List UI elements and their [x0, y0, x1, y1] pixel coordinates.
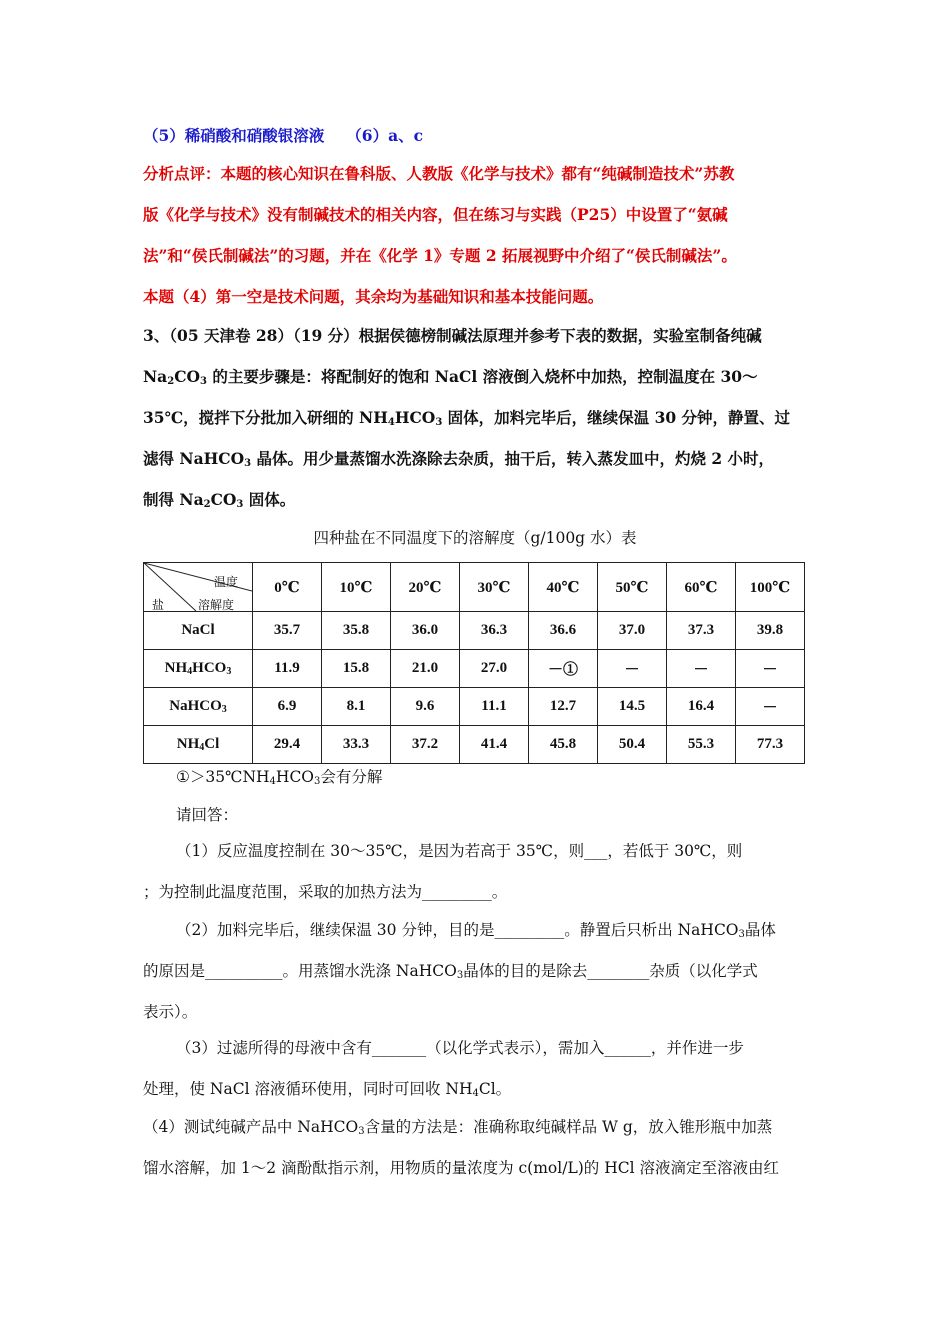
- table-row: [144, 650, 805, 688]
- question-3-line-3: 35℃，搅拌下分批加入研细的 $NH_4HCO_3$ 固体，加料完毕后，继续保温 30 分钟，静置、过: [143, 408, 791, 428]
- value-cell: 6.9: [253, 688, 322, 726]
- value-cell: 55.3: [667, 726, 736, 764]
- value-cell: 36.0: [391, 612, 460, 650]
- value-cell: 41.4: [460, 726, 529, 764]
- temp-header: 40℃: [529, 563, 598, 612]
- value-cell: 9.6: [391, 688, 460, 726]
- answer-line: [143, 126, 423, 146]
- answer-prompt: 请回答：: [176, 806, 239, 824]
- temp-header: 100℃: [736, 563, 805, 612]
- value-cell: 37.0: [598, 612, 667, 650]
- value-cell: 35.7: [253, 612, 322, 650]
- table-caption: 四种盐在不同温度下的溶解度（g/100g 水）表: [313, 529, 637, 547]
- question-3-line-2: $Na_2CO_3$ 的主要步骤是：将配制好的饱和 NaCl 溶液倒入烧杯中加热，控制温度在 30～: [143, 367, 758, 387]
- value-cell: －: [736, 688, 805, 726]
- value-cell: 39.8: [736, 612, 805, 650]
- value-cell: 77.3: [736, 726, 805, 764]
- question-3-line-5: 制得 $Na_2CO_3$ 固体。: [143, 490, 296, 510]
- value-cell: 12.7: [529, 688, 598, 726]
- value-cell: －: [736, 650, 805, 688]
- value-cell: 35.8: [322, 612, 391, 650]
- table-row: [144, 688, 805, 726]
- salt-name-cell: $NH_4HCO_3$: [144, 650, 253, 688]
- analysis-line-1: 分析点评：本题的核心知识在鲁科版、人教版《化学与技术》都有“纯碱制造技术”苏教: [143, 164, 735, 183]
- value-cell: 37.3: [667, 612, 736, 650]
- temp-header: 20℃: [391, 563, 460, 612]
- temp-header: 10℃: [322, 563, 391, 612]
- value-cell: －①: [529, 650, 598, 688]
- subquestion-1-line-1: （1）反应温度控制在 30～35℃，是因为若高于 35℃，则___，若低于 30℃，则: [176, 842, 743, 860]
- value-cell: 36.6: [529, 612, 598, 650]
- value-cell: 33.3: [322, 726, 391, 764]
- question-3-line-1: 3、（05 天津卷 28）（19 分）根据侯德榜制碱法原理并参考下表的数据，实验室制备纯碱: [143, 326, 762, 345]
- value-cell: －: [598, 650, 667, 688]
- value-cell: 14.5: [598, 688, 667, 726]
- value-cell: －: [667, 650, 736, 688]
- subquestion-2-line-1: （2）加料完毕后，继续保温 30 分钟，目的是_________。静置后只析出 NaHCO$_3$晶体: [176, 921, 776, 940]
- value-cell: 36.3: [460, 612, 529, 650]
- table-footnote: $①>35℃NH_4HCO_3$会有分解: [176, 768, 383, 787]
- table-corner-cell: [144, 563, 253, 612]
- subquestion-3-line-1: （3）过滤所得的母液中含有_______（以化学式表示），需加入______，并作进一步: [176, 1039, 744, 1057]
- value-cell: 37.2: [391, 726, 460, 764]
- question-3-source: 3、（05 天津卷 28）: [143, 326, 293, 345]
- temp-header: 60℃: [667, 563, 736, 612]
- question-3-line-4: 滤得 NaHCO$_3$ 晶体。用少量蒸馏水洗涤除去杂质，抽干后，转入蒸发皿中，灼烧 2 小时，: [143, 449, 775, 469]
- salt-name-cell: $NH_4Cl$: [144, 726, 253, 764]
- solubility-table: [143, 562, 805, 764]
- subquestion-2-line-2: 的原因是__________。用蒸馏水洗涤 NaHCO$_3$晶体的目的是除去________杂质（以化学式: [143, 962, 758, 981]
- analysis-line-2: 版《化学与技术》没有制碱技术的相关内容，但在练习与实践（P25）中设置了“氨碱: [143, 205, 728, 224]
- salt-name-cell: NaCl: [144, 612, 253, 650]
- subquestion-2-line-3: 表示）。: [143, 1003, 198, 1021]
- value-cell: 21.0: [391, 650, 460, 688]
- subquestion-1-line-2: ；为控制此温度范围，采取的加热方法为_________。: [143, 883, 508, 901]
- table-header-row: [144, 563, 805, 612]
- salt-name-cell: NaHCO$_3$: [144, 688, 253, 726]
- value-cell: 50.4: [598, 726, 667, 764]
- table-row: [144, 726, 805, 764]
- temp-header: 30℃: [460, 563, 529, 612]
- table-row: [144, 612, 805, 650]
- analysis-line-3: 法”和“侯氏制碱法”的习题，并在《化学 1》专题 2 拓展视野中介绍了“侯氏制碱法”。: [143, 246, 737, 265]
- subquestion-3-line-2: 处理，使 NaCl 溶液循环使用，同时可回收 $NH_4Cl$。: [143, 1080, 512, 1099]
- value-cell: 45.8: [529, 726, 598, 764]
- corner-label-solubility: 溶解度: [198, 598, 235, 612]
- value-cell: 11.9: [253, 650, 322, 688]
- corner-label-salt: 盐: [152, 598, 165, 612]
- subquestion-4-line-2: 馏水溶解，加 1～2 滴酚酞指示剂，用物质的量浓度为 c(mol/L)的 HCl 溶液滴定至溶液由红: [143, 1159, 779, 1177]
- subquestion-4-line-1: （4）测试纯碱产品中 NaHCO$_3$含量的方法是：准确称取纯碱样品 W g，放入锥形瓶中加蒸: [143, 1118, 773, 1137]
- value-cell: 27.0: [460, 650, 529, 688]
- value-cell: 15.8: [322, 650, 391, 688]
- temp-header: 0℃: [253, 563, 322, 612]
- value-cell: 29.4: [253, 726, 322, 764]
- temp-header: 50℃: [598, 563, 667, 612]
- answer-6: （6）a、c: [346, 126, 424, 145]
- corner-label-temp: 温度: [214, 575, 239, 589]
- value-cell: 16.4: [667, 688, 736, 726]
- analysis-line-4: 本题（4）第一空是技术问题，其余均为基础知识和基本技能问题。: [143, 287, 604, 306]
- value-cell: 8.1: [322, 688, 391, 726]
- answer-5: （5）稀硝酸和硝酸银溶液: [143, 126, 325, 145]
- value-cell: 11.1: [460, 688, 529, 726]
